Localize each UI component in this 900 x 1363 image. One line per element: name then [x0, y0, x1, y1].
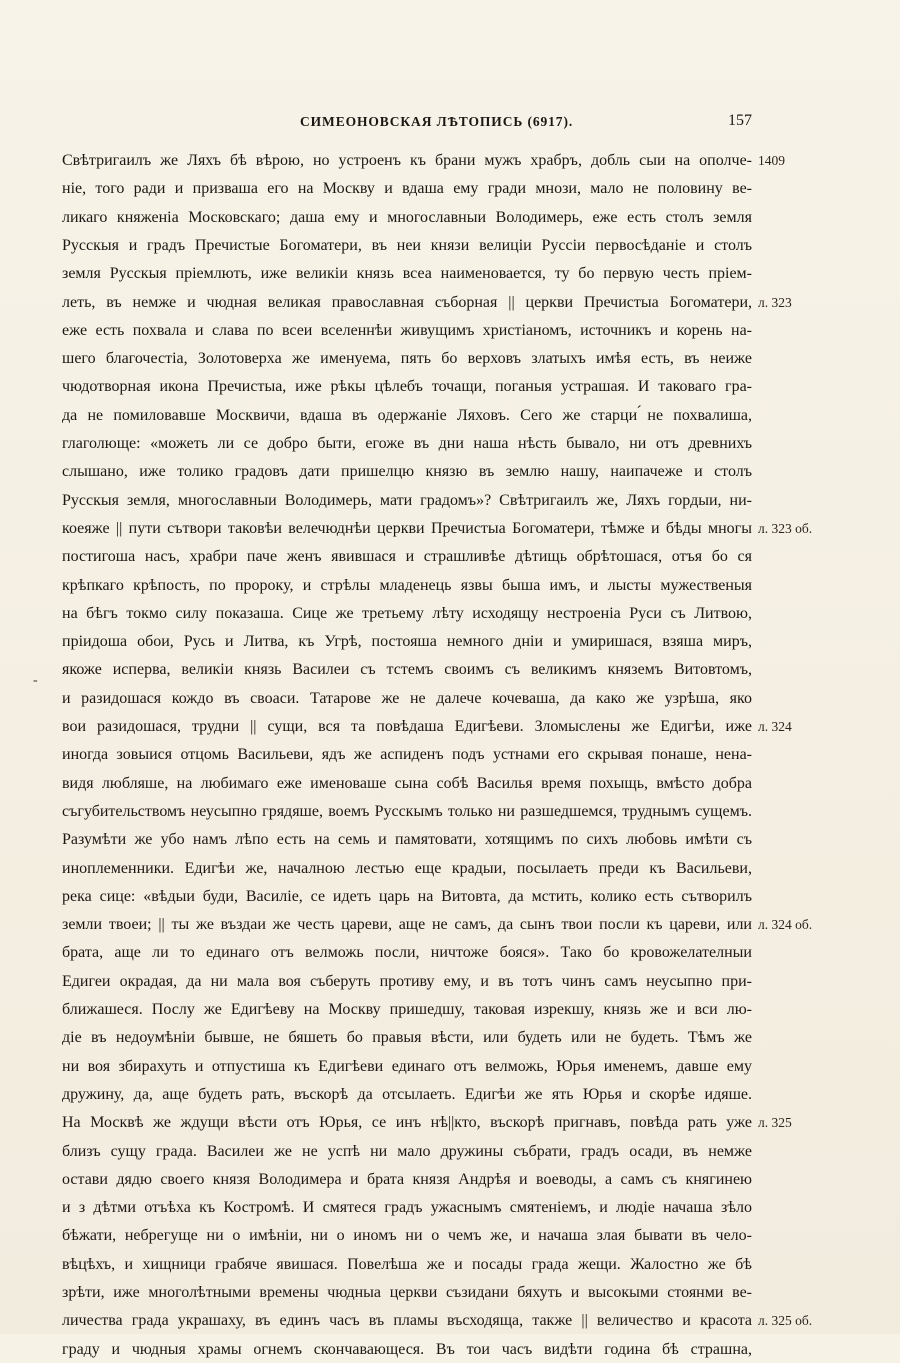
folio-margin-note: л. 323: [758, 294, 792, 310]
text-line: Русскыя земля, многославныи Володимерь, мати градомъ»? Свѣтригаилъ же, Ляхъ гордыи, ни-: [62, 491, 752, 509]
text-line: земля Русскыя пріемлють, иже великіи князь всеа наименовается, ту бо первую честь пріем-: [62, 265, 752, 283]
text-line: еже есть похвала и слава по всеи вселеннѣи живущимъ христіаномъ, источникъ и корень на-: [62, 321, 752, 339]
text-line: леть, въ немже и чюдная великая православная съборная || церкви Пречистыа Богоматери,: [62, 293, 752, 311]
text-line: личества града украшаху, въ единъ часъ въ пламы въсходяща, также || величество и красота: [62, 1312, 752, 1330]
folio-margin-note: л. 323 об.: [758, 520, 813, 536]
text-line: якоже исперва, великіи князь Василеи съ тстемъ своимъ съ великимъ княземъ Витовтомъ,: [62, 661, 752, 679]
text-line: река сице: «вѣдыи буди, Василіе, се идеть царь на Витовта, да мстить, колико есть сътворилъ: [62, 887, 752, 905]
text-line: да не помиловавше Москвичи, вдаша въ одержаніе Ляховъ. Сего же старци ́не похвалиша,: [62, 406, 752, 424]
text-line: иноплеменники. Едигѣи же, началною лестью еще крадыи, посылаеть преди къ Васильеви,: [62, 859, 752, 877]
text-line: Разумѣти же убо намъ лѣпо есть на семь и памятовати, хотящимъ по сихъ любовь имѣти съ: [62, 831, 752, 849]
text-line: остави дядю своего князя Володимера и брата князя Андрѣя и воеводы, а самъ съ княгинею: [62, 1170, 752, 1188]
folio-margin-note: л. 324: [758, 719, 792, 734]
text-line: иногда зовыися отцомь Васильеви, ядъ же аспиденъ подъ устнами его скрывая понаше, нена-: [62, 746, 752, 764]
left-margin-mark: -: [33, 673, 38, 688]
text-line: и разидошася кождо въ своаси. Татарове же не далече кочеваша, да како же узрѣша, яко: [62, 689, 752, 707]
text-line: крѣпкаго крѣпость, по пророку, и стрѣлы младенець язвы быша имъ, и лысты мужественыя: [62, 576, 752, 594]
text-line: ликаго княженіа Московскаго; даша ему и многославныи Володимерь, еже есть столъ земля: [62, 208, 752, 226]
text-line: съгубительствомъ неусыпно грядяше, воемъ Русскымъ только ни разшедшемся, труднымъ сущемъ.: [62, 802, 752, 820]
text-line: Свѣтригаилъ же Ляхъ бѣ вѣрою, но устроенъ къ брани мужъ храбръ, добль сыи на ополче-: [62, 152, 752, 169]
page-number: 157: [728, 112, 752, 129]
text-line: на бѣгъ токмо силу показаша. Сице же третьему лѣту исходящу нестроеніа Руси съ Литвою,: [62, 604, 752, 622]
text-line: чюдотворная икона Пречистыа, иже рѣкы цѣлебъ точащи, поганыя устрашая. И таковаго гра-: [62, 378, 752, 396]
text-line: глаголюще: «можеть ли се добро быти, егоже въ дни наша нѣсть бывало, ни отъ древнихъ: [62, 435, 752, 452]
text-line: близъ сущу града. Василеи же не успѣ ни мало дружины събрати, градъ осади, въ немже: [62, 1142, 752, 1160]
text-line: пріидоша обои, Русь и Литва, къ Угрѣ, постояша немного дніи и умиришася, взяша миръ,: [62, 633, 752, 651]
text-line: ближашеся. Послу же Едигѣеву на Москву пришедшу, таковая изрекшу, князь же и вси лю-: [62, 1001, 752, 1018]
text-line: вои разидошася, трудни || сущи, вся та повѣдаша Едигѣеви. Зломыслены же Едигѣи, иже: [62, 718, 752, 735]
text-line: слышано, иже толико градовъ дати пришелцю князю въ землю нашу, наипачеже и столъ: [62, 463, 752, 481]
text-line: вѣцѣхъ, и хищници грабяче явишася. Повелѣша же и посады града жещи. Жалостно же бѣ: [62, 1255, 752, 1273]
folio-margin-note: л. 325 об.: [758, 1313, 813, 1329]
folio-margin-note: 1409: [758, 153, 785, 168]
folio-margin-note: л. 325: [758, 1115, 792, 1131]
text-line: и з дѣтми отъѣха къ Костромѣ. И смятеся градъ ужаснымъ смятеніемъ, и людіе начаша зѣло: [62, 1199, 752, 1217]
text-line: На Москвѣ же ждущи вѣсти отъ Юрья, се инъ нѣ||кто, въскорѣ пригнавъ, повѣда рать уже: [62, 1114, 752, 1132]
text-line: Русскыя и градъ Пречистые Богоматери, въ неи князи велиціи Руссіи первосѣданіе и столъ: [62, 236, 752, 254]
text-line: земли твоеи; || ты же въздаи же честь цареви, аще не самъ, да сынъ твои посли къ цареви, или: [62, 916, 752, 934]
text-line: Едигеи окрадая, да ни мала воя съберуть противу ему, и въ тотъ чинъ самъ неусыпно при-: [62, 972, 752, 990]
text-line: бѣжати, небрегуще ни о имѣніи, ни о иномъ ни о чемъ же, и начаша злая бывати въ чело-: [62, 1227, 752, 1245]
text-line: дружину, да, аще будеть рать, въскорѣ да отсылаеть. Едигѣи же ять Юрья и скорѣе идяше.: [62, 1085, 752, 1103]
text-line: зрѣти, иже многолѣтными времены чюдныа церкви съзидани бяхуть и высокыми стоянми ве-: [62, 1284, 752, 1301]
text-line: ніе, того ради и призваша его на Москву и вдаша ему гради мнози, мало не половину ве-: [62, 180, 752, 198]
text-line: діе въ недоумѣніи бывше, не бяшеть бо правыя вѣсти, или будеть или не будеть. Тѣмъ же: [62, 1029, 752, 1047]
folio-margin-note: л. 324 об.: [758, 917, 813, 933]
text-line: постигоша насъ, храбри паче женъ явившася и страшливѣе дѣтищь обрѣтошася, отъя бо ся: [62, 548, 752, 566]
chronicle-title: СИМЕОНОВСКАЯ ЛѢТОПИСЬ (6917).: [300, 114, 574, 129]
text-line: ни воя збирахуть и отпустиша къ Едигѣеви единаго отъ велможь, Юрья именемъ, давше ему: [62, 1057, 752, 1075]
text-line: коеяже || пути сътвори таковѣи велечюднѣи церкви Пречистыа Богоматери, тѣмже и бѣды многы: [62, 519, 752, 537]
text-line: шего благочестіа, Золотоверха же именуема, пять бо верховъ златыхъ имѣя есть, въ неиже: [62, 350, 752, 368]
text-line: граду и чюдныя храмы огнемъ скончавающеся. Въ тои часъ видѣти година бѣ страшна,: [62, 1340, 752, 1358]
running-head: [0, 114, 900, 138]
text-line: видя любляше, на любимаго еже именоваше сына собѣ Василья время похыщь, вмѣсто добра: [62, 774, 752, 792]
text-line: брата, аще ли то единаго отъ велможь посли, ничтоже бояся». Тако бо кровожелателныи: [62, 944, 752, 962]
